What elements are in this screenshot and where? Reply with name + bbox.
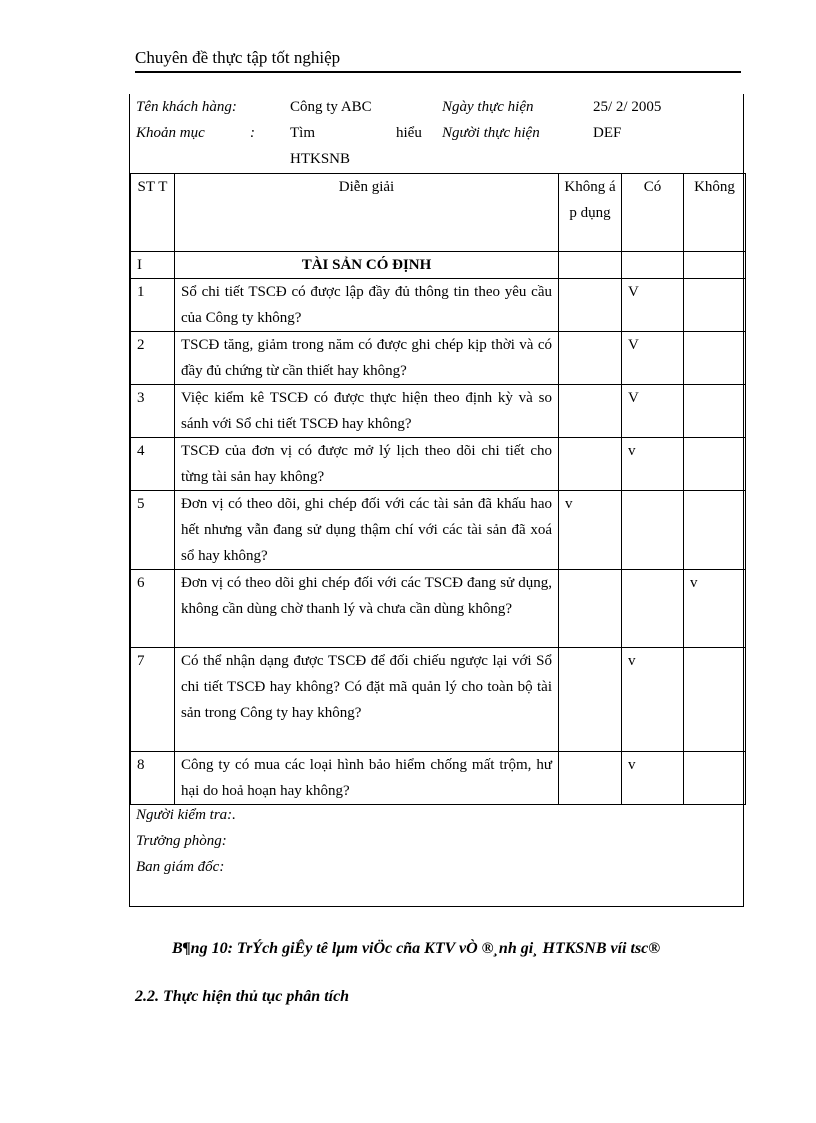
page-header-title: Chuyên đề thực tập tốt nghiệp (135, 48, 341, 67)
row-no (684, 438, 746, 491)
table-row (131, 491, 746, 570)
row-number: 8 (131, 752, 175, 805)
performer-label: Người thực hiện (442, 125, 540, 141)
row-description: Sổ chi tiết TSCĐ có được lập đầy đủ thông tin theo yêu cầu của Công ty không? (175, 279, 559, 332)
table-row (131, 752, 746, 805)
header-not-applicable: Không áp dụng (559, 174, 622, 252)
row-no (684, 752, 746, 805)
item-label: Khoản mục (136, 125, 205, 141)
row-no (684, 332, 746, 385)
row-no (684, 648, 746, 752)
row-no (684, 385, 746, 438)
header-yes: Có (622, 174, 684, 252)
row-yes (622, 491, 684, 570)
row-yes: v (622, 752, 684, 805)
section-yes (622, 252, 684, 279)
table-row (131, 438, 746, 491)
date-label: Ngày thực hiện (442, 99, 534, 115)
reviewer-signature-label: Người kiểm tra:. (136, 807, 236, 823)
row-description: Việc kiểm kê TSCĐ có được thực hiện theo định kỳ và so sánh với Sổ chi tiết TSCĐ hay không? (175, 385, 559, 438)
row-yes: v (622, 648, 684, 752)
table-row (131, 648, 746, 752)
row-yes: V (622, 279, 684, 332)
row-description: Công ty có mua các loại hình bảo hiểm chống mất trộm, hư hại do hoả hoạn hay không? (175, 752, 559, 805)
row-not-applicable (559, 279, 622, 332)
row-not-applicable (559, 648, 622, 752)
date-value: 25/ 2/ 2005 (593, 99, 662, 115)
head-signature-label: Trưởng phòng: (136, 833, 227, 849)
row-number: 1 (131, 279, 175, 332)
item-value-word3: HTKSNB (290, 151, 351, 167)
table-header-row (131, 174, 746, 252)
section-heading: 2.2. Thực hiện thủ tục phân tích (135, 988, 350, 1005)
row-no (684, 279, 746, 332)
row-not-applicable (559, 570, 622, 648)
header-stt: ST T (131, 174, 175, 252)
row-not-applicable (559, 332, 622, 385)
header-no: Không (684, 174, 746, 252)
row-not-applicable (559, 385, 622, 438)
header-divider (135, 71, 741, 73)
row-description: Đơn vị có theo dõi, ghi chép đối với các tài sản đã khấu hao hết nhưng vẫn đang sử dụng thậm chí với các tài sản đã xoá sổ hay không? (175, 491, 559, 570)
row-not-applicable (559, 752, 622, 805)
checklist-table (130, 173, 746, 805)
row-number: 3 (131, 385, 175, 438)
table-caption: B¶ng 10: TrÝch giÊy tê lµm viÖc cña KTV vÒ ®¸nh gi¸ HTKSNB víi tsc® (172, 940, 661, 957)
row-number: 5 (131, 491, 175, 570)
header-description: Diễn giải (175, 174, 559, 252)
item-value-word2: hiểu (396, 125, 422, 141)
section-no (684, 252, 746, 279)
table-row (131, 279, 746, 332)
section-title: TÀI SẢN CÓ ĐỊNH (175, 252, 559, 279)
row-description: Đơn vị có theo dõi ghi chép đối với các TSCĐ đang sử dụng, không cần dùng chờ thanh lý và chưa cần dùng không? (175, 570, 559, 648)
row-yes: V (622, 332, 684, 385)
customer-label: Tên khách hàng: (136, 99, 237, 115)
row-description: Có thể nhận dạng được TSCĐ để đối chiếu ngược lại với Sổ chi tiết TSCĐ hay không? Có đặt mã quản lý cho toàn bộ tài sản trong Công ty hay không? (175, 648, 559, 752)
row-yes (622, 570, 684, 648)
row-number: 6 (131, 570, 175, 648)
performer-value: DEF (593, 125, 622, 141)
customer-value: Công ty ABC (290, 99, 372, 115)
row-number: 7 (131, 648, 175, 752)
worksheet-info (130, 94, 743, 172)
row-no: v (684, 570, 746, 648)
row-number: 2 (131, 332, 175, 385)
table-row (131, 332, 746, 385)
row-yes: V (622, 385, 684, 438)
board-signature-label: Ban giám đốc: (136, 859, 225, 875)
row-number: 4 (131, 438, 175, 491)
row-no (684, 491, 746, 570)
table-row (131, 385, 746, 438)
signature-block (136, 802, 236, 880)
row-yes: v (622, 438, 684, 491)
item-value-word1: Tìm (290, 125, 315, 141)
audit-worksheet (129, 94, 744, 907)
section-number: I (131, 252, 175, 279)
row-not-applicable: v (559, 491, 622, 570)
row-not-applicable (559, 438, 622, 491)
item-colon: : (250, 125, 255, 141)
table-row (131, 570, 746, 648)
section-na (559, 252, 622, 279)
section-row (131, 252, 746, 279)
row-description: TSCĐ của đơn vị có được mở lý lịch theo dõi chi tiết cho từng tài sản hay không? (175, 438, 559, 491)
row-description: TSCĐ tăng, giảm trong năm có được ghi chép kịp thời và có đầy đủ chứng từ cần thiết hay không? (175, 332, 559, 385)
